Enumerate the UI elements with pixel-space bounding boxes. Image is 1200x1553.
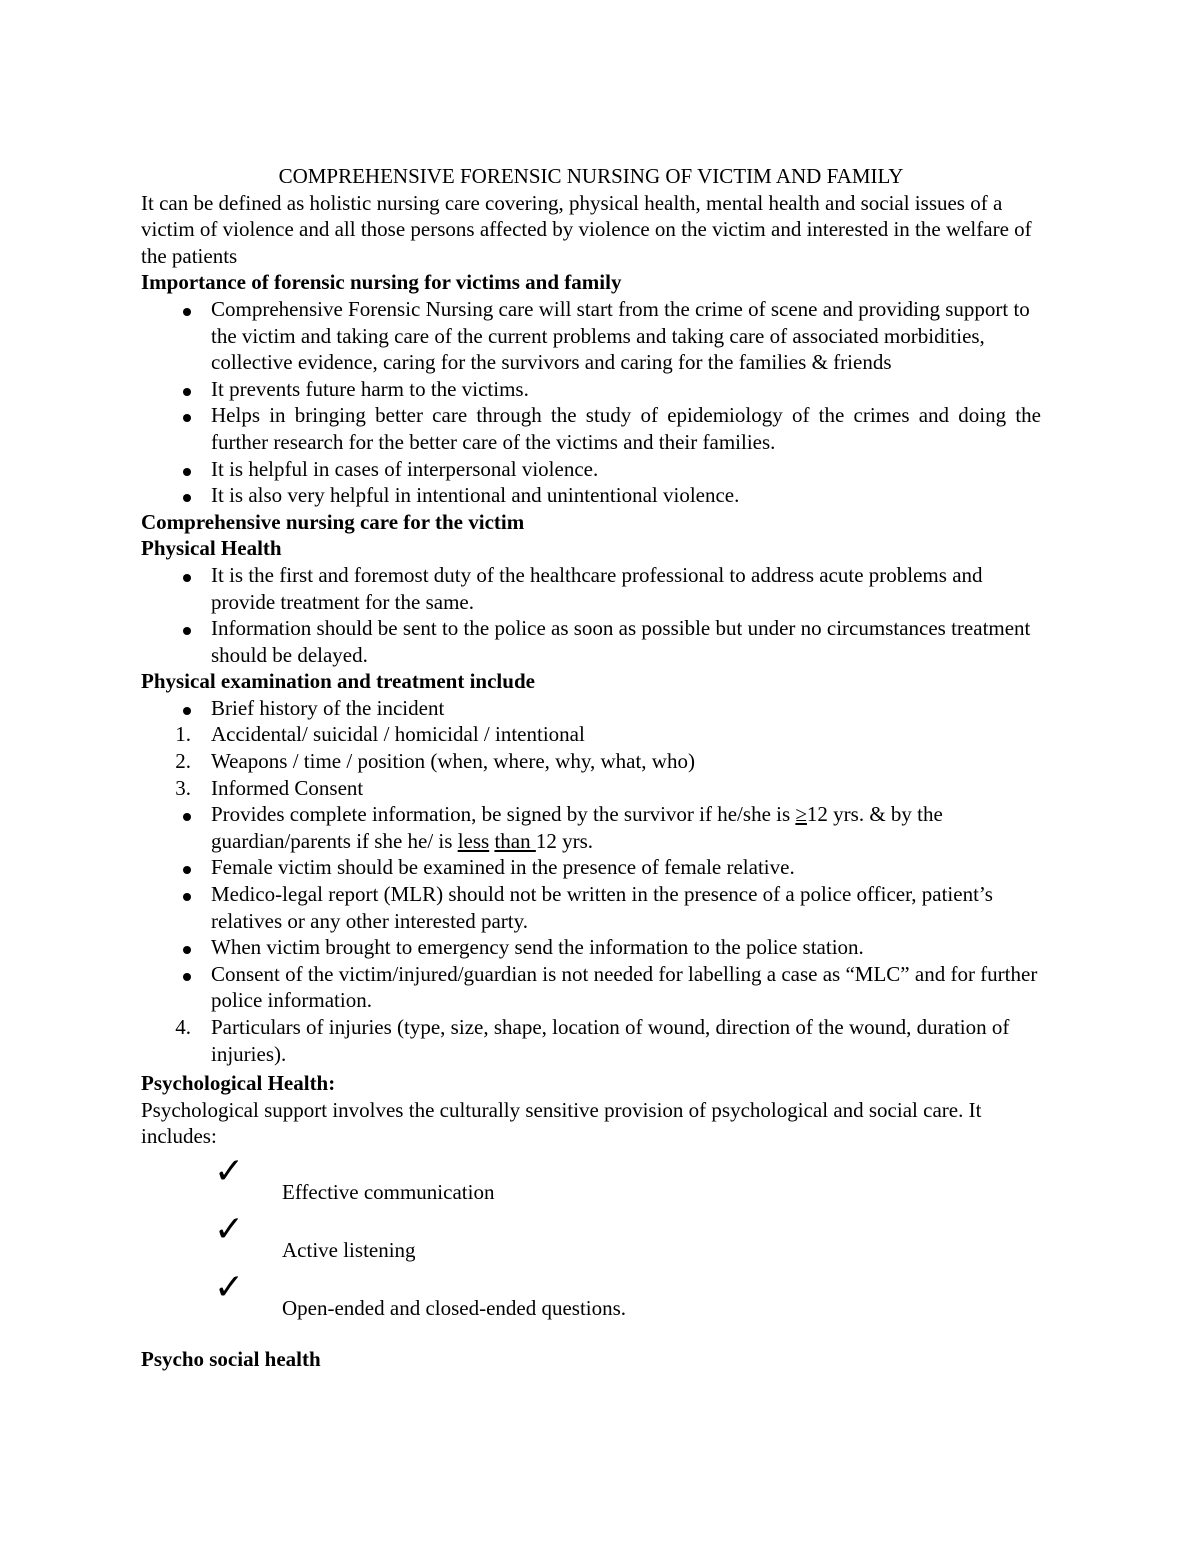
bullet-icon — [183, 707, 191, 715]
list-item: Helps in bringing better care through the study of epidemiology of the crimes and doing the further research for the better care of the victims and their families. — [141, 402, 1041, 455]
list-item: It is also very helpful in intentional and unintentional violence. — [141, 482, 1041, 509]
list-item: It is helpful in cases of interpersonal violence. — [141, 456, 1041, 483]
comprehensive-heading: Comprehensive nursing care for the victim — [141, 509, 525, 534]
document-title: COMPREHENSIVE FORENSIC NURSING OF VICTIM AND FAMILY — [278, 164, 904, 188]
bullet-icon — [183, 414, 191, 422]
exam-heading: Physical examination and treatment include — [141, 669, 535, 694]
bullet-icon — [183, 388, 191, 396]
bullet-icon — [183, 627, 191, 635]
psychological-heading: Psychological Health: — [141, 1071, 336, 1096]
list-item: 3. Informed Consent — [175, 775, 364, 800]
list-item: Female victim should be examined in the presence of female relative. — [141, 854, 1041, 881]
list-item: Consent of the victim/injured/guardian is not needed for labelling a case as “MLC” and for further police information. — [141, 961, 1041, 1014]
list-item: Comprehensive Forensic Nursing care will start from the crime of scene and providing support to the victim and taking care of the current problems and taking care of associated morbidities, collective evidence, caring for the survivors and caring for the families & friends — [141, 296, 1041, 376]
bullet-icon — [183, 308, 191, 316]
bullet-icon — [183, 946, 191, 954]
list-item: 2. Weapons / time / position (when, where, why, what, who) — [175, 749, 695, 774]
list-item: 4. Particulars of injuries (type, size, shape, location of wound, direction of the wound, duration of injuries). — [175, 1015, 1010, 1066]
psychological-paragraph: Psychological support involves the culturally sensitive provision of psychological and social care. It includes: — [141, 1097, 982, 1149]
list-item: Information should be sent to the police as soon as possible but under no circumstances treatment should be delayed. — [141, 615, 1041, 668]
list-item: When victim brought to emergency send the information to the police station. — [141, 934, 1041, 961]
exam-list — [141, 695, 1041, 1067]
list-item: Brief history of the incident — [141, 695, 1041, 722]
bullet-icon — [183, 468, 191, 476]
list-item: ✓ Effective communication — [214, 1150, 495, 1204]
list-item: It is the first and foremost duty of the healthcare professional to address acute problems and provide treatment for the same. — [141, 562, 1041, 615]
bullet-icon — [183, 574, 191, 582]
checkmark-icon: ✓ — [214, 1150, 245, 1192]
list-item: ✓ Open-ended and closed-ended questions. — [214, 1266, 627, 1320]
intro-paragraph: It can be defined as holistic nursing care covering, physical health, mental health and social issues of a victim of violence and all those persons affected by violence on the victim and interested in the welfare of the patients — [141, 190, 1032, 268]
document-body — [141, 163, 1041, 1373]
list-item: 1. Accidental/ suicidal / homicidal / intentional — [175, 722, 585, 747]
physical-health-list — [141, 562, 1041, 668]
bullet-icon — [183, 494, 191, 502]
bullet-icon — [183, 973, 191, 981]
physical-health-heading: Physical Health — [141, 536, 282, 561]
bullet-icon — [183, 893, 191, 901]
list-item: It prevents future harm to the victims. — [141, 376, 1041, 403]
list-item: Provides complete information, be signed by the survivor if he/she is ≥12 yrs. & by the guardian/parents if she he/ is less than 12 yrs. — [141, 801, 1041, 854]
bullet-icon — [183, 813, 191, 821]
list-item: ✓ Active listening — [214, 1208, 416, 1262]
importance-list — [141, 296, 1041, 509]
psychosocial-heading: Psycho social health — [141, 1346, 321, 1371]
checklist — [141, 1150, 1041, 1336]
checkmark-icon: ✓ — [214, 1208, 245, 1250]
importance-heading: Importance of forensic nursing for victims and family — [141, 270, 622, 295]
list-item: Medico-legal report (MLR) should not be written in the presence of a police officer, patient’s relatives or any other interested party. — [141, 881, 1041, 934]
bullet-icon — [183, 866, 191, 874]
checkmark-icon: ✓ — [214, 1266, 245, 1308]
